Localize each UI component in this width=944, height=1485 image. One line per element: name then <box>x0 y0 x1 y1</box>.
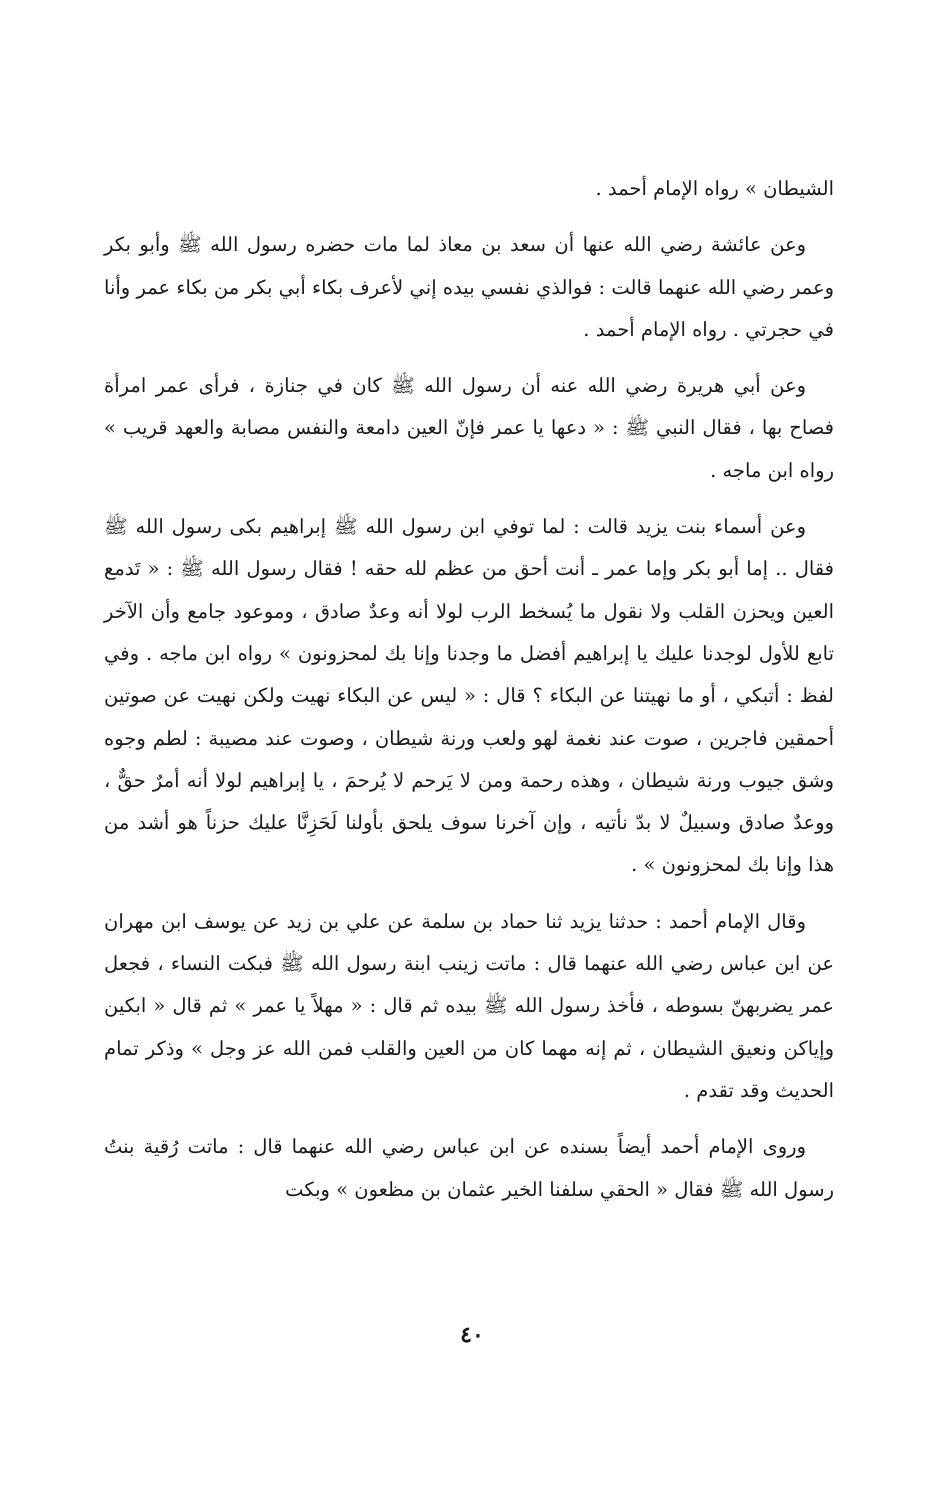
paragraph-asma: وعن أسماء بنت يزيد قالت : لما توفي ابن رسول الله ﷺ إبراهيم بكى رسول الله ﷺ فقال .. إما أبو بكر وإما عمر ـ أنت أحق من عظم لله حقه ! فقال رسول الله ﷺ : « تَدمع العين ويحزن القلب ولا نقول ما يُسخط الرب لولا أنه وعدٌ صادق ، وموعود جامع وأن الآخر تابع للأول لوجدنا عليك يا إبراهيم أفضل ما وجدنا وإنا بك لمحزونون » رواه ابن ماجه . وفي لفظ : أتبكي ، أو ما نهيتنا عن البكاء ؟ قال : « ليس عن البكاء نهيت ولكن نهيت عن صوتين أحمقين فاجرين ، صوت عند نغمة لهو ولعب ورنة شيطان ، وصوت عند مصيبة : لطم وجوه وشق جيوب ورنة شيطان ، وهذه رحمة ومن لا يَرحم لا يُرحمَ ، يا إبراهيم لولا أنه أمرٌ حقٌّ ، ووعدٌ صادق وسبيلٌ لا بدّ نأتيه ، وإن آخرنا سوف يلحق بأولنا لَحَزِنَّا عليك حزناً هو أشد من هذا وإنا بك لمحزونون » . <box>104 515 834 877</box>
page-text <box>104 168 834 1225</box>
paragraph-continuation: الشيطان » رواه الإمام أحمد . <box>595 177 834 200</box>
page-number: ٤٠ <box>460 1322 484 1348</box>
paragraph-aisha: وعن عائشة رضي الله عنها أن سعد بن معاذ لما مات حضره رسول الله ﷺ وأبو بكر وعمر رضي الله عنهما قالت : فوالذي نفسي بيده إني لأعرف بكاء أبي بكر من بكاء عمر وأنا في حجرتي . رواه الإمام أحمد . <box>104 233 834 341</box>
paragraph-ruqayya: وروى الإمام أحمد أيضاً بسنده عن ابن عباس رضي الله عنهما قال : ماتت رُقية بنتُ رسول الله ﷺ فقال « الحقي سلفنا الخير عثمان بن مظعون » وبكت <box>104 1135 834 1201</box>
paragraph-abu-hurayra: وعن أبي هريرة رضي الله عنه أن رسول الله ﷺ كان في جنازة ، فرأى عمر امرأة فصاح بها ، فقال النبي ﷺ : « دعها يا عمر فإنّ العين دامعة والنفس مصابة والعهد قريب » رواه ابن ماجه . <box>104 374 834 482</box>
paragraph-imam-ahmad: وقال الإمام أحمد : حدثنا يزيد ثنا حماد بن سلمة عن علي بن زيد عن يوسف ابن مهران عن ابن عباس رضي الله عنهما قال : ماتت زينب ابنة رسول الله ﷺ فبكت النساء ، فجعل عمر يضربهنّ بسوطه ، فأخذ رسول الله ﷺ بيده ثم قال : « مهلاً يا عمر » ثم قال « ابكين وإياكن ونعيق الشيطان ، ثم إنه مهما كان من العين والقلب فمن الله عز وجل » وذكر تمام الحديث وقد تقدم . <box>104 909 834 1102</box>
